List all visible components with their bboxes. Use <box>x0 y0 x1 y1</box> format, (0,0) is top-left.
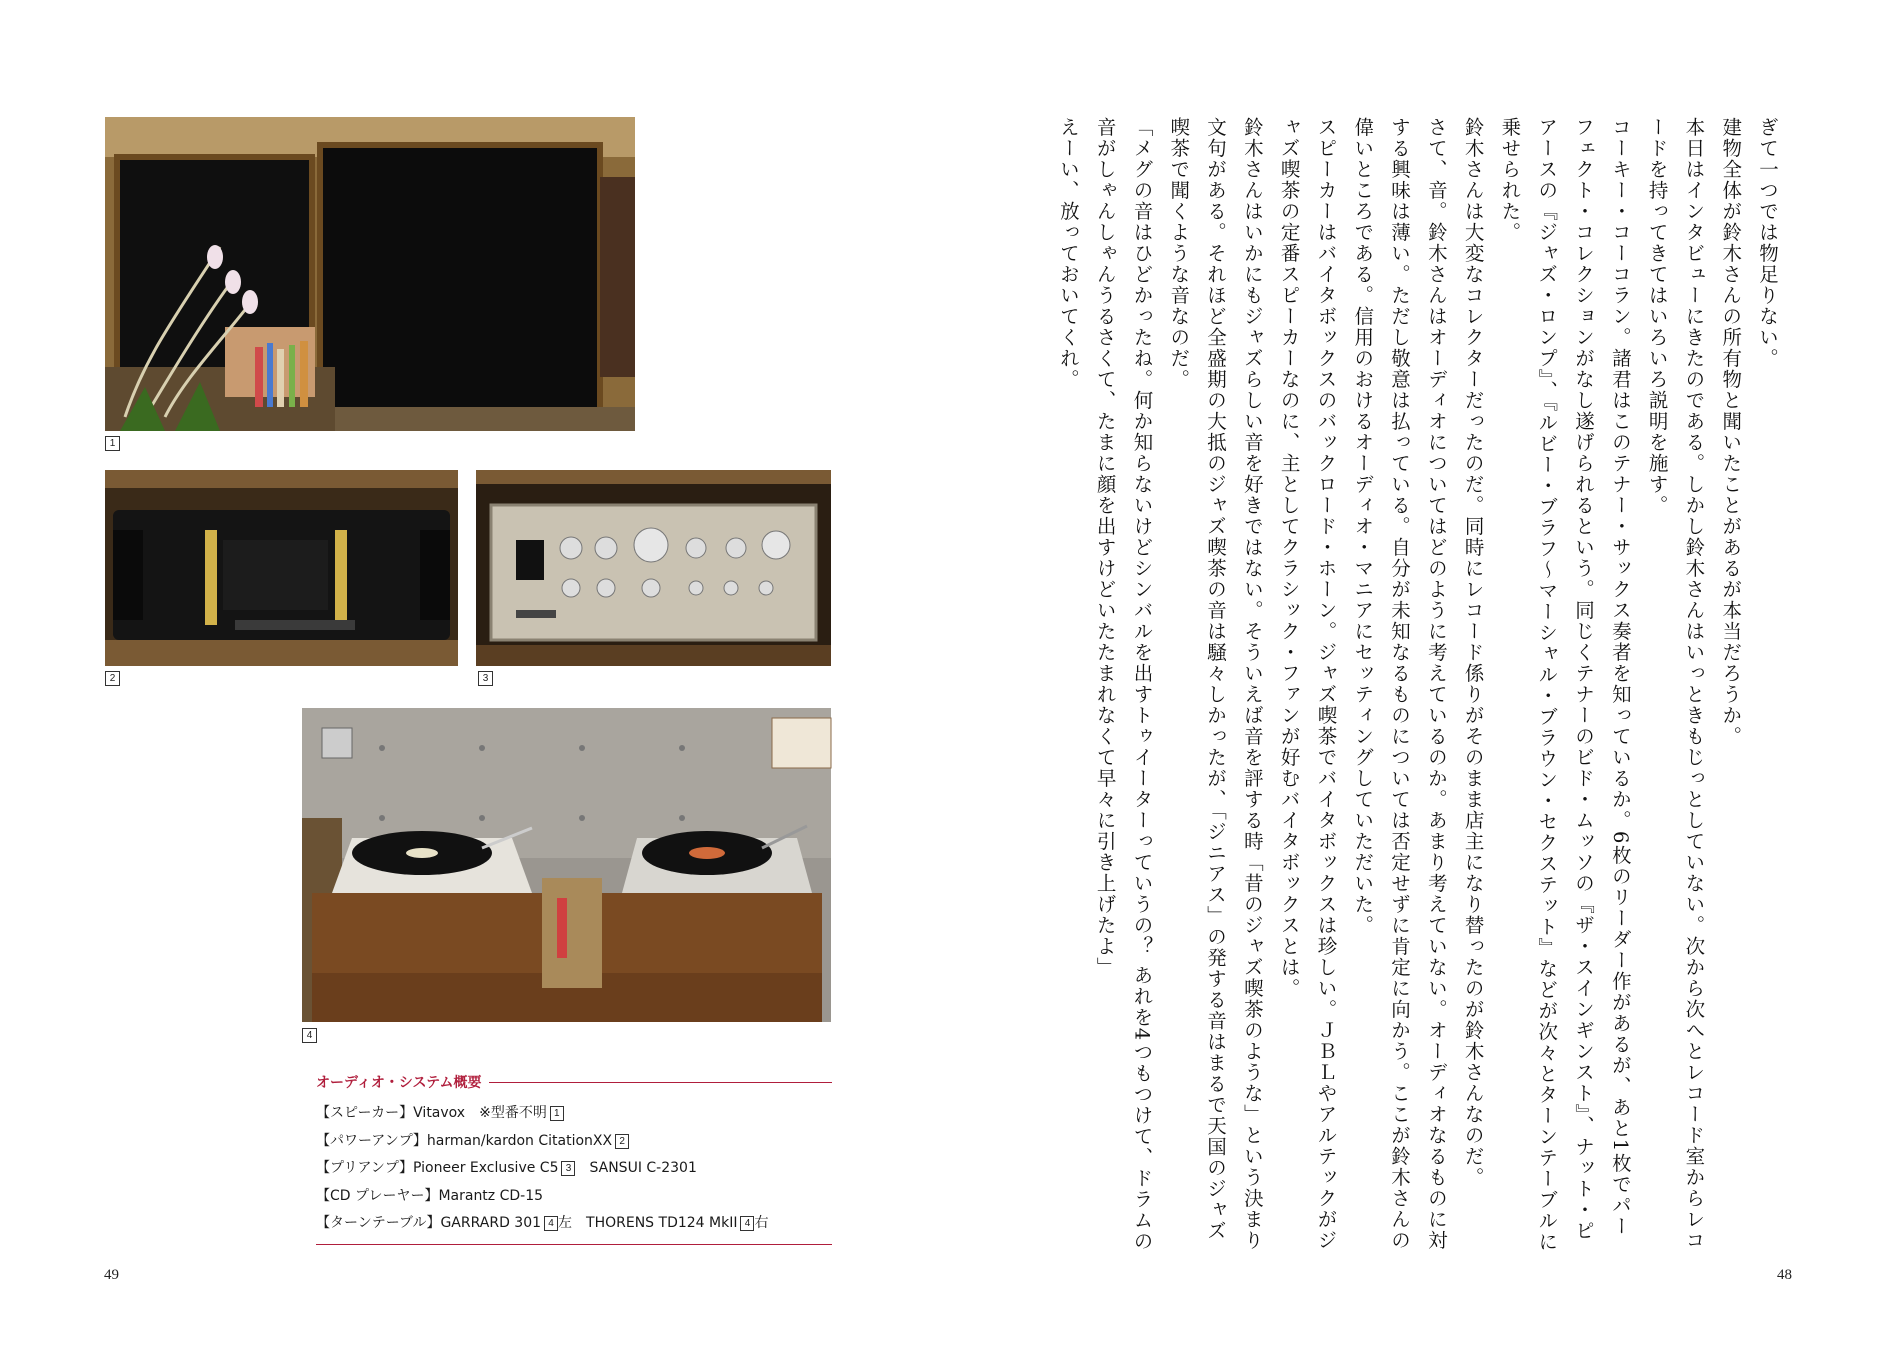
photo-1-image <box>105 117 635 431</box>
paragraph: ぎて一つでは物足りない。 <box>1756 117 1779 369</box>
spec-row-cd-player <box>316 1183 832 1211</box>
page-number-left: 49 <box>104 1267 119 1283</box>
spec-row-tail-2: 右 <box>754 1215 769 1231</box>
spec-row-power-amp <box>316 1128 832 1156</box>
spec-row-text: 【ターンテーブル】GARRARD 301 <box>316 1215 542 1231</box>
photo-ref-box: 3 <box>561 1161 575 1176</box>
photo-2 <box>105 470 458 666</box>
spec-list <box>316 1100 832 1238</box>
spec-row-preamp <box>316 1155 832 1183</box>
photo-2-image <box>105 470 458 666</box>
photo-ref-box: 2 <box>615 1134 629 1149</box>
photo-1-number: 1 <box>105 436 120 451</box>
spec-row-tail: 左 THORENS TD124 MkII <box>558 1215 738 1231</box>
photo-1 <box>105 117 635 431</box>
paragraph: 本日はインタビューにきたのである。しかし鈴木さんはいっときもじっとしていない。次から次へとレコード室からレコードを持ってきてはいろいろ説明を施す。 <box>1645 117 1706 1251</box>
audio-system-summary <box>316 1072 832 1245</box>
spec-row-text: 【CD プレーヤー】Marantz CD-15 <box>316 1187 544 1204</box>
paragraph: スピーカーはバイタボックスのバックロード・ホーン。ジャズ喫茶でバイタボックスは珍しい。ＪＢＬやアルテックがジャズ喫茶の定番スピーカーなのに、主としてクラシック・ファンが好むバイタボックスとは。 <box>1277 117 1338 1251</box>
paragraph: 鈴木さんはいかにもジャズらしい音を好きではない。そういえば音を評する時「昔のジャズ喫茶のような」という決まり文句がある。それほど全盛期の大抵のジャズ喫茶の音は騒々しかったが、「ジニアス」の発する音はまるで天国のジャズ喫茶で聞くような音なのだ。 <box>1167 117 1264 1251</box>
photo-ref-box: 1 <box>550 1106 564 1121</box>
spec-row-tail: SANSUI C-2301 <box>575 1160 697 1176</box>
paragraph: えーい、放っておいてくれ。 <box>1056 117 1080 390</box>
spec-row-text: 【スピーカー】Vitavox ※型番不明 <box>316 1105 547 1121</box>
photo-ref-box: 4 <box>740 1216 754 1231</box>
photo-ref-box: 4 <box>544 1216 558 1231</box>
photo-4-image <box>302 708 831 1022</box>
photo-3-image <box>476 470 831 666</box>
spec-row-turntable <box>316 1210 832 1238</box>
spec-row-text: 【プリアンプ】Pioneer Exclusive C5 <box>316 1160 559 1176</box>
photo-4-number: 4 <box>302 1028 317 1043</box>
spec-title-rule <box>489 1082 832 1083</box>
page-number-right: 48 <box>1777 1267 1792 1283</box>
paragraph: 「メグの音はひどかったね。何か知らないけどシンバルを出すトゥイーターっていうの？ あれを4つもつけて、ドラムの音がしゃんしゃんうるさくて、たまに顔を出すけどいたたまれなくて早々に引き上げたよ」 <box>1093 117 1154 1252</box>
paragraph: 鈴木さんは大変なコレクターだったのだ。同時にレコード係りがそのまま店主になり替ったのが鈴木さんなのだ。 <box>1461 117 1485 1188</box>
spec-title-row <box>316 1072 832 1092</box>
photo-3 <box>476 470 831 666</box>
photo-4 <box>302 708 831 1022</box>
paragraph: 建物全体が鈴木さんの所有物と聞いたことがあるが本当だろうか。 <box>1719 117 1743 747</box>
photo-3-number: 3 <box>478 671 493 686</box>
paragraph: さて、音。鈴木さんはオーディオについてはどのように考えているのか。あまり考えていない。オーディオなるものに対する興味は薄い。ただし敬意は払っている。自分が未知なるものについては否定せずに肯定に向かう。ここが鈴木さんの偉いところである。信用のおけるオーディオ・マニアにセッティングしていただいた。 <box>1351 117 1448 1251</box>
right-page <box>952 0 1903 1350</box>
spec-row-text: 【パワーアンプ】harman/kardon CitationXX <box>316 1132 613 1149</box>
paragraph: コーキー・コーコラン。諸君はこのテナー・サックス奏者を知っているか。6枚のリーダー作があるが、あと1枚でパーフェクト・コレクションがなし遂げられるという。同じくテナーのビド・ムッソの『ザ・スインギンスト』、ナット・ピアースの『ジャズ・ロンプ』、『ルビー・ブラフ～マーシャル・ブラウン・セクステット』などが次々とターンテーブルに乗せられた。 <box>1498 117 1632 1253</box>
spec-row-speaker <box>316 1100 832 1128</box>
photo-2-number: 2 <box>105 671 120 686</box>
spec-bottom-rule <box>316 1244 832 1245</box>
spec-title: オーディオ・システム概要 <box>316 1075 482 1091</box>
body-text <box>1056 117 1785 1257</box>
